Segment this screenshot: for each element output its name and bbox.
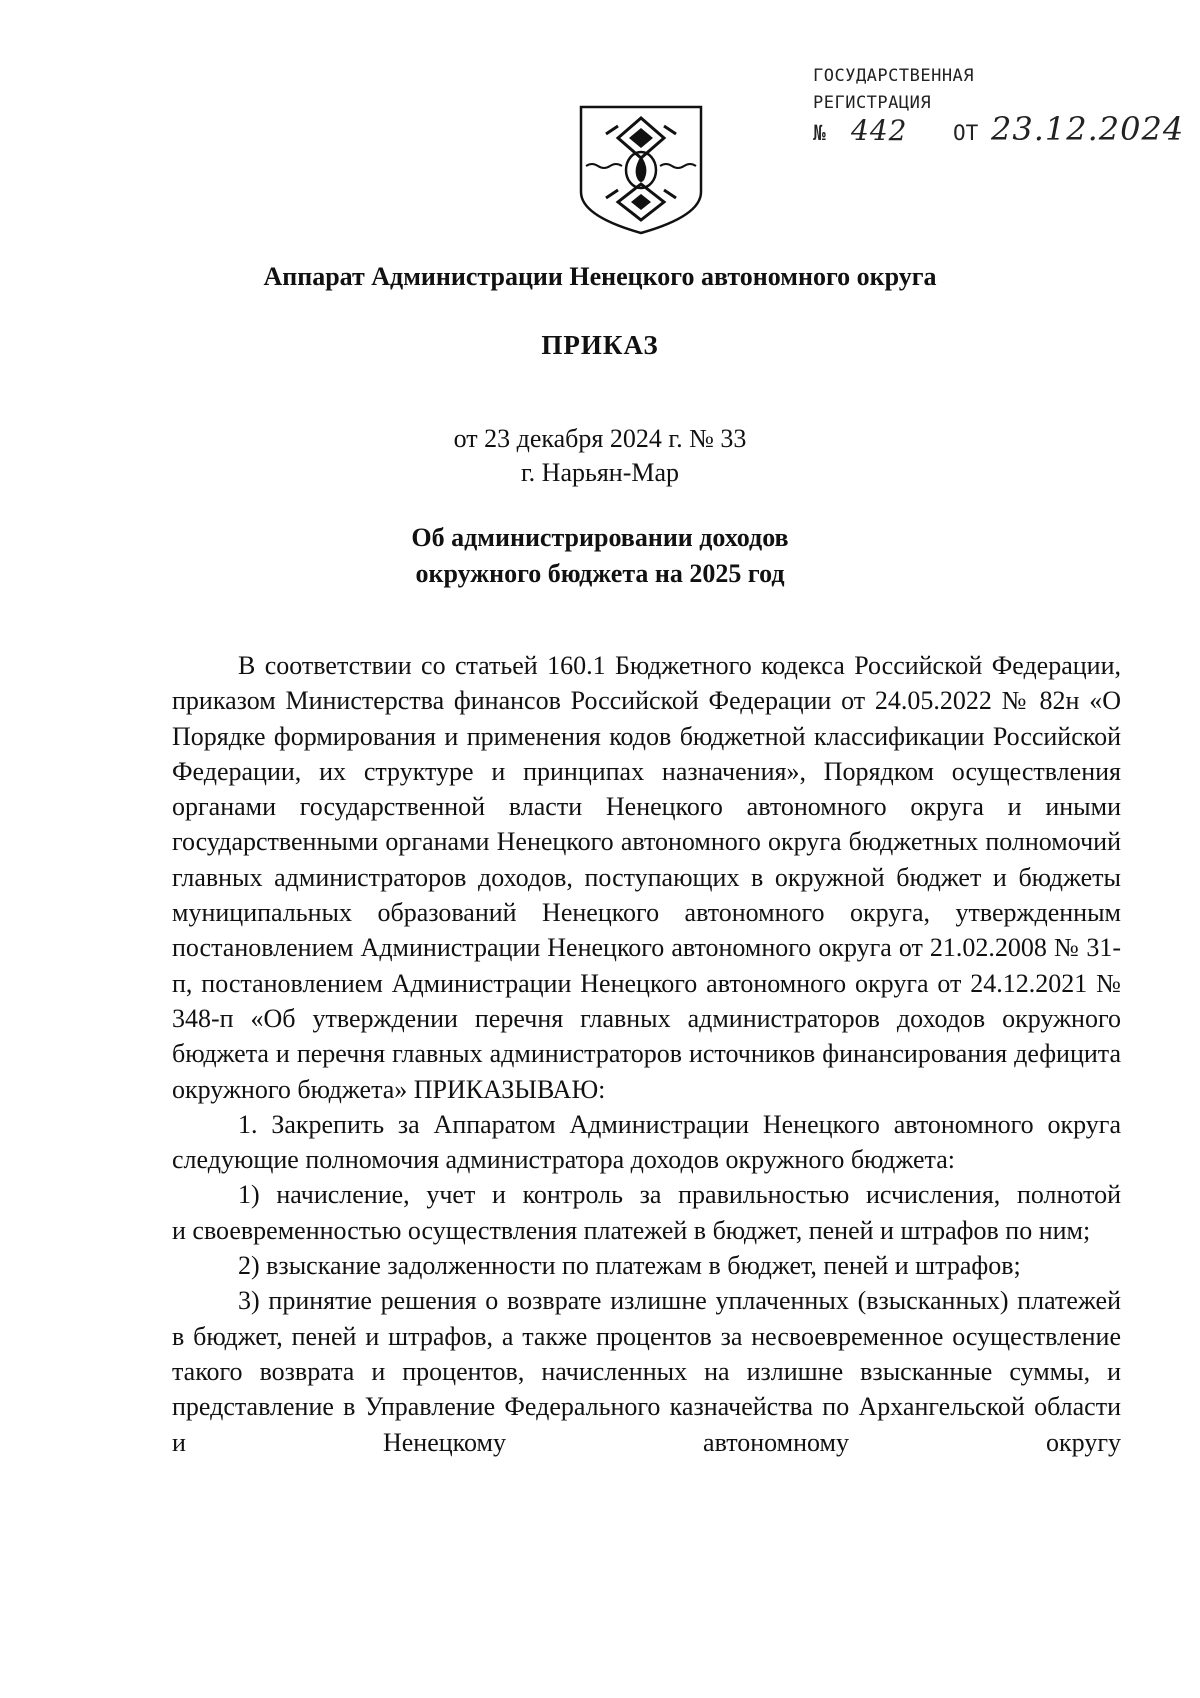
document-title <box>0 520 1200 592</box>
document-title-line1: Об администрировании доходов <box>411 523 789 552</box>
stamp-number-handwritten: 442 <box>851 114 908 147</box>
document-city: г. Нарьян-Мар <box>520 458 680 487</box>
stamp-date-handwritten: 23.12.2024 <box>991 110 1185 148</box>
subitem-2-paragraph: 2) взыскание задолженности по платежам в бюджет, пеней и штрафов; <box>238 1251 1021 1281</box>
subitem-1-paragraph-start: 1) начисление, учет и контроль за правильностью исчисления, полнотой <box>238 1180 1121 1210</box>
document-type: ПРИКАЗ <box>541 330 659 360</box>
stamp-title-line2: РЕГИСТРАЦИЯ <box>813 93 932 113</box>
organization-name: Аппарат Администрации Ненецкого автономного округа <box>263 262 937 291</box>
document-title-line2: окружного бюджета на 2025 год <box>415 559 785 588</box>
stamp-number-label: № <box>813 121 826 145</box>
subitem-3-paragraph: 3) принятие решения о возврате излишне уплаченных (взысканных) платежей в бюджет, пеней и штрафов, а также процентов за несвоевременное осуществление такого возврата и процентов, начисленных на излишне взысканные суммы, и представление в Управление Федерального казначейства по Архангельской области и Ненецкому автономному округу <box>172 1286 1121 1457</box>
preamble-paragraph: В соответствии со статьей 160.1 Бюджетного кодекса Российской Федерации, приказом Министерства финансов Российской Федерации от 24.05.2022 № 82н «О Порядке формирования и применения кодов бюджетной классификации Российской Федерации, их структуре и принципах назначения», Порядком осуществления органами государственной власти Ненецкого автономного округа и иными государственными органами Ненецкого автономного округа бюджетных полномочий главных администраторов доходов, поступающих в окружной бюджет и бюджеты муниципальных образований Ненецкого автономного округа, утвержденным постановлением Администрации Ненецкого автономного округа от 21.02.2008 № 31-п, постановлением Администрации Ненецкого автономного округа от 24.12.2021 № 348-п «Об утверждении перечня главных администраторов доходов окружного бюджета и перечня главных администраторов источников финансирования дефицита окружного бюджета» ПРИКАЗЫВАЮ: <box>172 651 1121 1104</box>
subitem-1-paragraph-end: и своевременностью осуществления платежей в бюджет, пеней и штрафов по ним; <box>172 1215 1091 1245</box>
item-1-paragraph: 1. Закрепить за Аппаратом Администрации Ненецкого автономного округа следующие полномочия администратора доходов окружного бюджета: <box>172 1109 1121 1175</box>
stamp-date-label: ОТ <box>953 121 979 145</box>
document-body <box>172 648 1121 1460</box>
coat-of-arms-emblem <box>578 104 704 236</box>
document-date-number: от 23 декабря 2024 г. № 33 <box>453 424 747 453</box>
registration-stamp <box>813 66 1185 156</box>
stamp-title-line1: ГОСУДАРСТВЕННАЯ <box>813 66 975 86</box>
